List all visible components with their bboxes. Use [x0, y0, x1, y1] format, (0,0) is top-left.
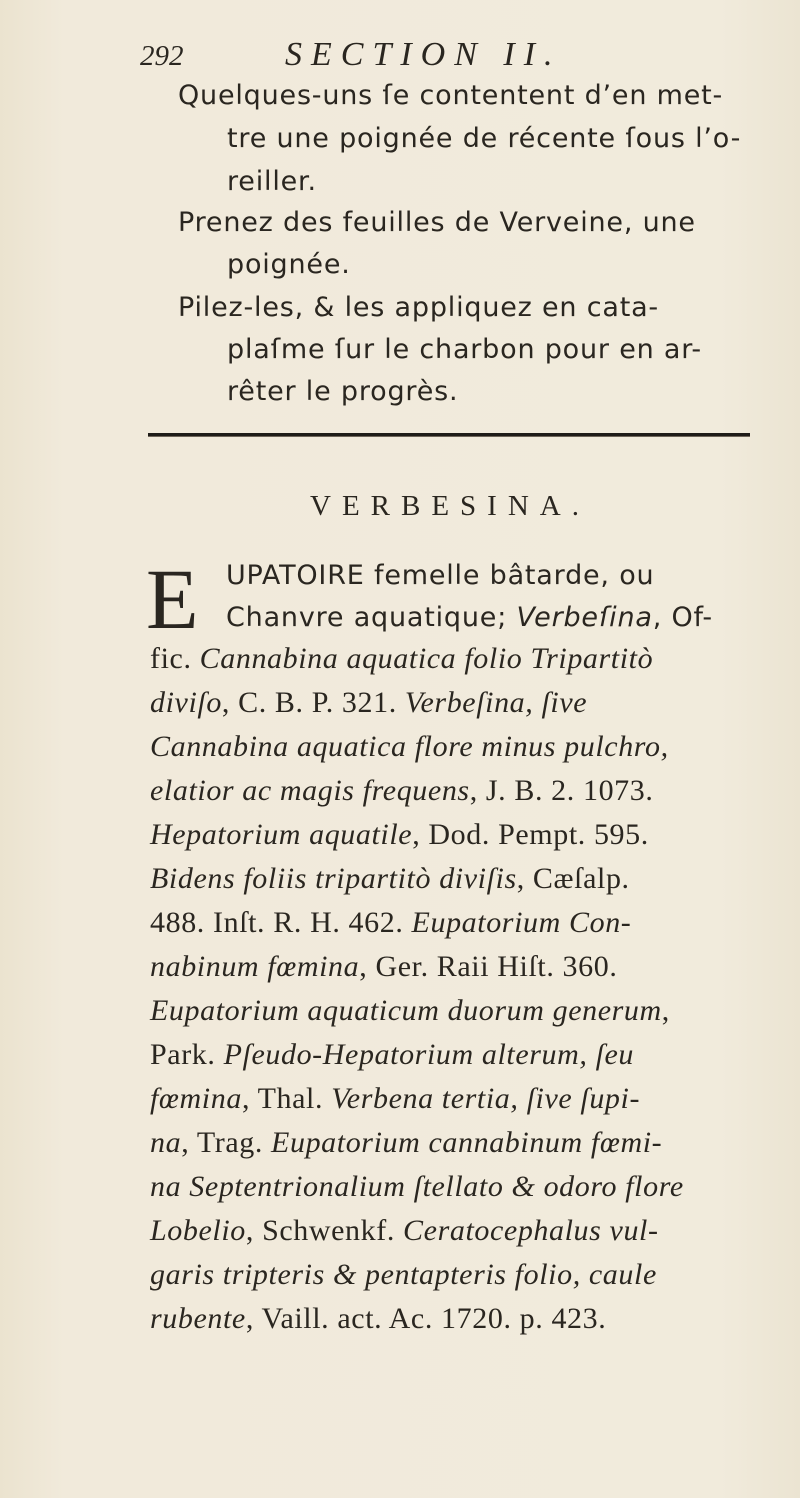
- page-number: 292: [140, 40, 184, 72]
- text-line: fic. Cannabina aquatica folio Tripartitò: [150, 642, 654, 675]
- running-head: SECTION II.: [285, 36, 562, 73]
- text-line: Eupatorium aquaticum duorum generum,: [150, 994, 670, 1027]
- text-line: Pilez-les, & les appliquez en cata-: [178, 292, 659, 323]
- text-line: poignée.: [227, 249, 351, 280]
- text-line: reiller.: [227, 166, 317, 197]
- text-line: 488. Inſt. R. H. 462. Eupatorium Con-: [150, 906, 632, 939]
- text-line: nabinum fœmina, Ger. Raii Hiſt. 360.: [150, 950, 618, 983]
- section-divider-rule: [148, 433, 750, 436]
- text-line: rubente, Vaill. act. Ac. 1720. p. 423.: [150, 1302, 607, 1335]
- text-line: Chanvre aquatique; Verbeſina, Of-: [226, 602, 713, 633]
- text-line: plaſme ſur le charbon pour en ar-: [227, 334, 702, 365]
- text-line: UPATOIRE femelle bâtarde, ou: [226, 560, 655, 591]
- text-line: Hepatorium aquatile, Dod. Pempt. 595.: [150, 818, 649, 851]
- text-line: na, Trag. Eupatorium cannabinum fœmi-: [150, 1126, 663, 1159]
- text-line: Bidens foliis tripartitò diviſis, Cæſalp.: [150, 862, 630, 895]
- section-title: VERBESINA.: [310, 490, 590, 522]
- drop-cap: E: [146, 551, 199, 647]
- text-line: Park. Pſeudo-Hepatorium alterum, ſeu: [150, 1038, 635, 1071]
- text-line: rêter le progrès.: [227, 376, 459, 407]
- entry-headword: UPATOIRE: [226, 560, 365, 591]
- text-line: diviſo, C. B. P. 321. Verbeſina, ſive: [150, 686, 588, 719]
- text-line: elatior ac magis frequens, J. B. 2. 1073.: [150, 774, 654, 807]
- text-line: tre une poignée de récente ſous l’o-: [227, 123, 742, 154]
- text-line: Lobelio, Schwenkf. Ceratocephalus vul-: [150, 1214, 659, 1247]
- page-header: [140, 34, 760, 78]
- text-line: Cannabina aquatica flore minus pulchro,: [150, 730, 669, 763]
- text-line: Quelques-uns ſe contentent d’en met-: [178, 80, 724, 111]
- text-line: Prenez des feuilles de Verveine, une: [178, 207, 696, 238]
- text-line: na Septentrionalium ſtellato & odoro flore: [150, 1170, 684, 1203]
- text-line: garis tripteris & pentapteris folio, caule: [150, 1258, 657, 1291]
- text-line: fœmina, Thal. Verbena tertia, ſive ſupi-: [150, 1082, 641, 1115]
